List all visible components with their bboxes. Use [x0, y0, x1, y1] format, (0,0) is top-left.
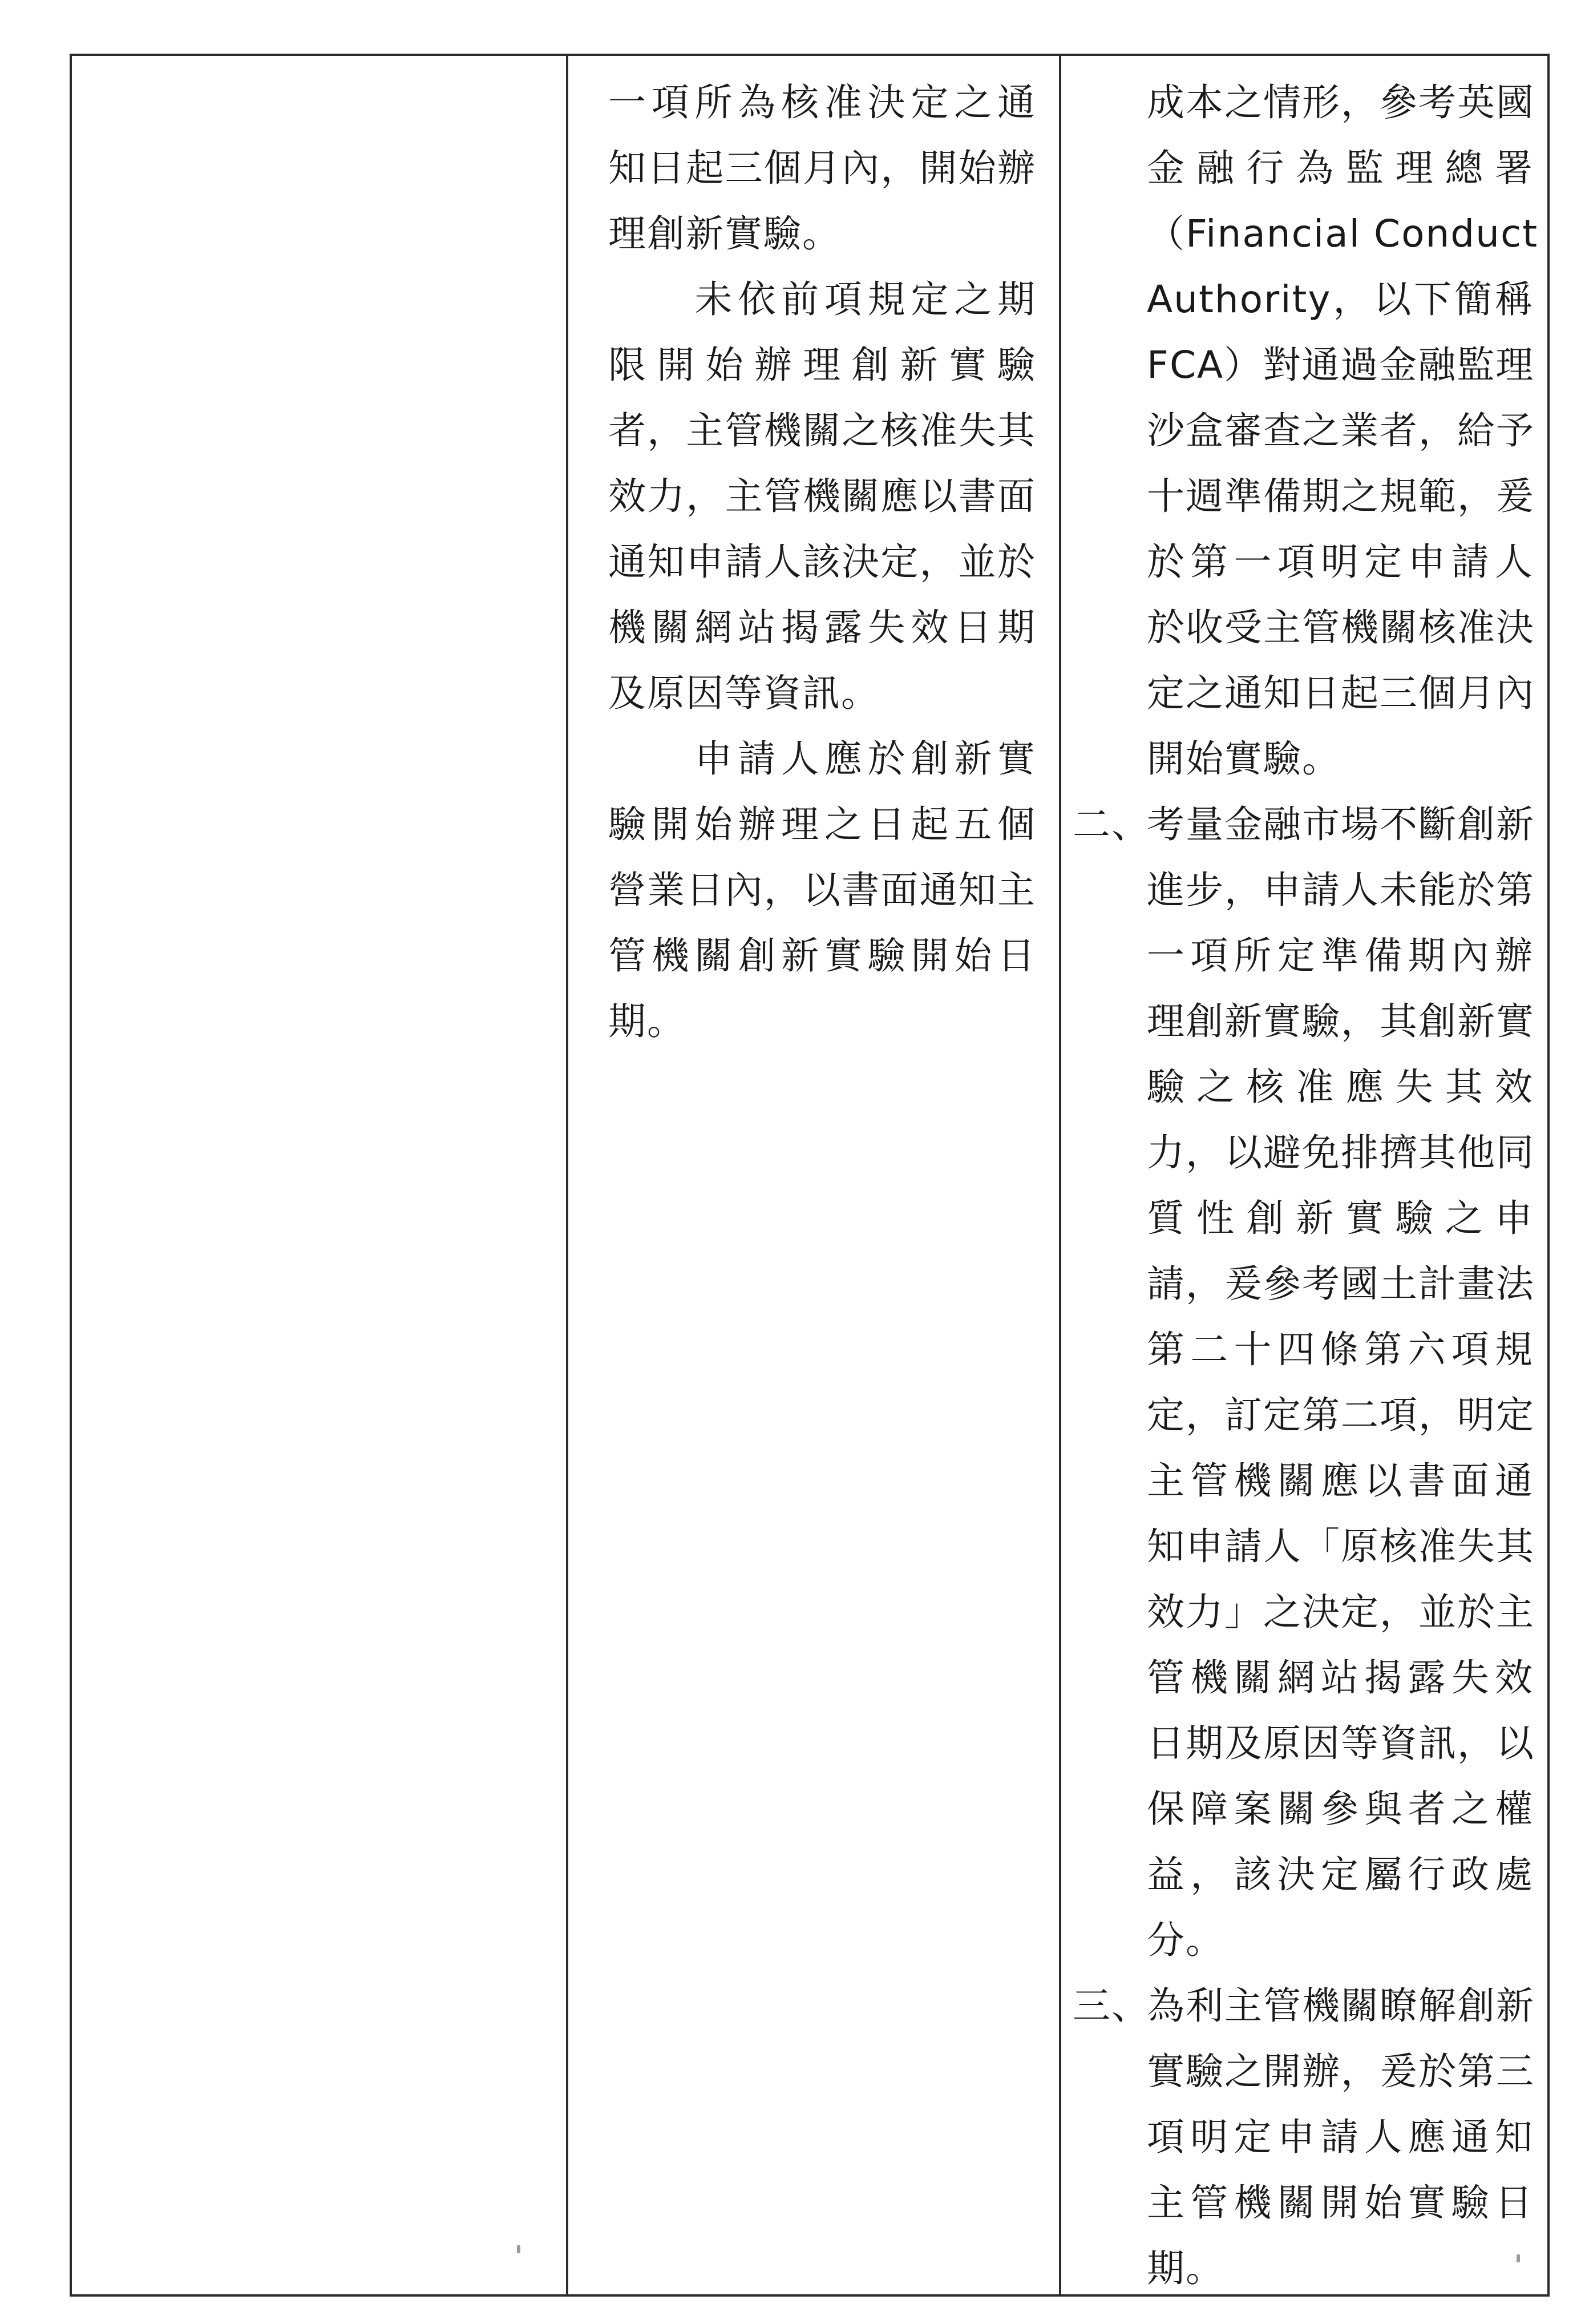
right-column-line — [1061, 267, 1534, 332]
right-column-line — [1061, 1185, 1534, 1251]
right-column-text: 知申請人「原核准失其 — [1147, 1524, 1535, 1568]
right-column-text: 沙盒審查之業者，給予 — [1147, 409, 1535, 453]
right-column-line — [1061, 595, 1534, 660]
right-column-text: 十週準備期之規範，爰 — [1147, 474, 1535, 518]
scan-speck — [1517, 2254, 1520, 2262]
right-column-line — [1061, 201, 1539, 267]
right-column-line — [1061, 529, 1534, 595]
right-column-line — [1061, 1317, 1534, 1382]
right-column-text: 主管機關開始實驗日 — [1147, 2181, 1534, 2225]
right-column-text: 效力」之決定，並於主 — [1147, 1590, 1535, 1634]
right-column-line — [1061, 1710, 1534, 1776]
right-column-line — [1061, 923, 1534, 988]
right-column-text: 一項所定準備期內辦 — [1147, 934, 1534, 978]
middle-column-line: 一項所為核准決定之通 — [608, 80, 1036, 124]
right-column-text: 定，訂定第二項，明定 — [1147, 1393, 1535, 1437]
right-column-line — [1061, 398, 1534, 463]
right-column-line — [1061, 1645, 1534, 1710]
right-column-line — [1061, 135, 1534, 201]
right-column-text: 於收受主管機關核准決 — [1147, 606, 1535, 649]
scan-speck — [517, 2245, 520, 2253]
right-column-text: 力，以避免排擠其他同 — [1147, 1131, 1535, 1175]
middle-column-line: 申請人應於創新實 — [608, 737, 1036, 781]
right-column-text: 主管機關應以書面通 — [1147, 1459, 1534, 1503]
right-column-line — [1061, 660, 1534, 726]
right-column-text: 為利主管機關瞭解創新 — [1147, 1984, 1535, 2028]
left-column — [72, 56, 566, 2294]
right-column-line — [1061, 857, 1534, 923]
right-column-line — [1061, 1907, 1534, 1973]
middle-column-line: 限開始辦理創新實驗 — [608, 343, 1036, 387]
right-column-text: 驗之核准應失其效 — [1147, 1065, 1534, 1109]
middle-column-line: 效力，主管機關應以書面 — [608, 474, 1036, 518]
right-column-text: 益，該決定屬行政處 — [1147, 1853, 1534, 1897]
right-column-text: 定之通知日起三個月內 — [1147, 671, 1535, 715]
middle-column-line: 管機關創新實驗開始日 — [608, 934, 1036, 978]
right-column-text: 開始實驗。 — [1147, 737, 1341, 781]
right-column-line — [1061, 1973, 1534, 2039]
middle-column-line: 者，主管機關之核准失其 — [608, 409, 1036, 453]
right-column-text: Authority，以下簡稱 — [1147, 277, 1534, 321]
right-column — [1061, 56, 1550, 2294]
right-column-text: 期。 — [1147, 2246, 1224, 2290]
right-column-text: 實驗之開辦，爰於第三 — [1147, 2049, 1535, 2093]
right-column-text: 於第一項明定申請人 — [1147, 540, 1534, 584]
right-column-line — [1061, 1514, 1534, 1579]
list-number: 二、 — [1073, 802, 1150, 846]
middle-column-line: 機關網站揭露失效日期 — [608, 606, 1036, 649]
middle-column-line: 理創新實驗。 — [608, 212, 841, 256]
right-column-text: 進步，申請人未能於第 — [1147, 868, 1535, 912]
right-column-text: 項明定申請人應通知 — [1147, 2115, 1534, 2159]
comparison-table — [70, 54, 1550, 2297]
middle-column-line: 驗開始辦理之日起五個 — [608, 802, 1036, 846]
right-column-text: 第二十四條第六項規 — [1147, 1328, 1534, 1371]
right-column-line — [1061, 2170, 1534, 2236]
middle-column-line: 未依前項規定之期 — [608, 277, 1036, 321]
middle-column-line: 及原因等資訊。 — [608, 671, 880, 715]
right-column-line — [1061, 2236, 1534, 2301]
right-column-line — [1061, 1382, 1534, 1448]
right-column-text: 保障案關參與者之權 — [1147, 1787, 1534, 1831]
right-column-text: （Financial Conduct — [1147, 212, 1539, 256]
middle-column-line: 知日起三個月內，開始辦 — [608, 146, 1036, 190]
right-column-line — [1061, 1054, 1534, 1120]
right-column-text: FCA）對通過金融監理 — [1147, 343, 1535, 387]
right-column-text: 請，爰參考國土計畫法 — [1147, 1262, 1535, 1306]
right-column-text: 日期及原因等資訊，以 — [1147, 1721, 1535, 1765]
right-column-line — [1061, 1842, 1534, 1907]
right-column-text: 管機關網站揭露失效 — [1147, 1656, 1534, 1700]
right-column-text: 分。 — [1147, 1918, 1224, 1962]
right-column-line — [1061, 463, 1534, 529]
middle-column-line: 營業日內，以書面通知主 — [608, 868, 1036, 912]
right-column-line — [1061, 1251, 1534, 1317]
right-column-line — [1061, 726, 1534, 792]
right-column-line — [1061, 2039, 1534, 2104]
right-column-line — [1061, 2104, 1534, 2170]
right-column-text: 金融行為監理總署 — [1147, 146, 1534, 190]
middle-column-line: 期。 — [608, 999, 686, 1043]
right-column-text: 考量金融市場不斷創新 — [1147, 802, 1535, 846]
right-column-line — [1061, 332, 1534, 398]
right-column-text: 理創新實驗，其創新實 — [1147, 999, 1535, 1043]
right-column-line — [1061, 1776, 1534, 1842]
right-column-line — [1061, 792, 1534, 857]
right-column-text: 質性創新實驗之申 — [1147, 1196, 1534, 1240]
right-column-line — [1061, 70, 1534, 135]
right-column-line — [1061, 1120, 1534, 1185]
list-number: 三、 — [1073, 1984, 1150, 2028]
middle-column — [568, 56, 1059, 2294]
right-column-text: 成本之情形，參考英國 — [1147, 80, 1535, 124]
right-column-line — [1061, 1448, 1534, 1514]
right-column-line — [1061, 988, 1534, 1054]
right-column-line — [1061, 1579, 1534, 1645]
middle-column-line: 通知申請人該決定，並於 — [608, 540, 1036, 584]
